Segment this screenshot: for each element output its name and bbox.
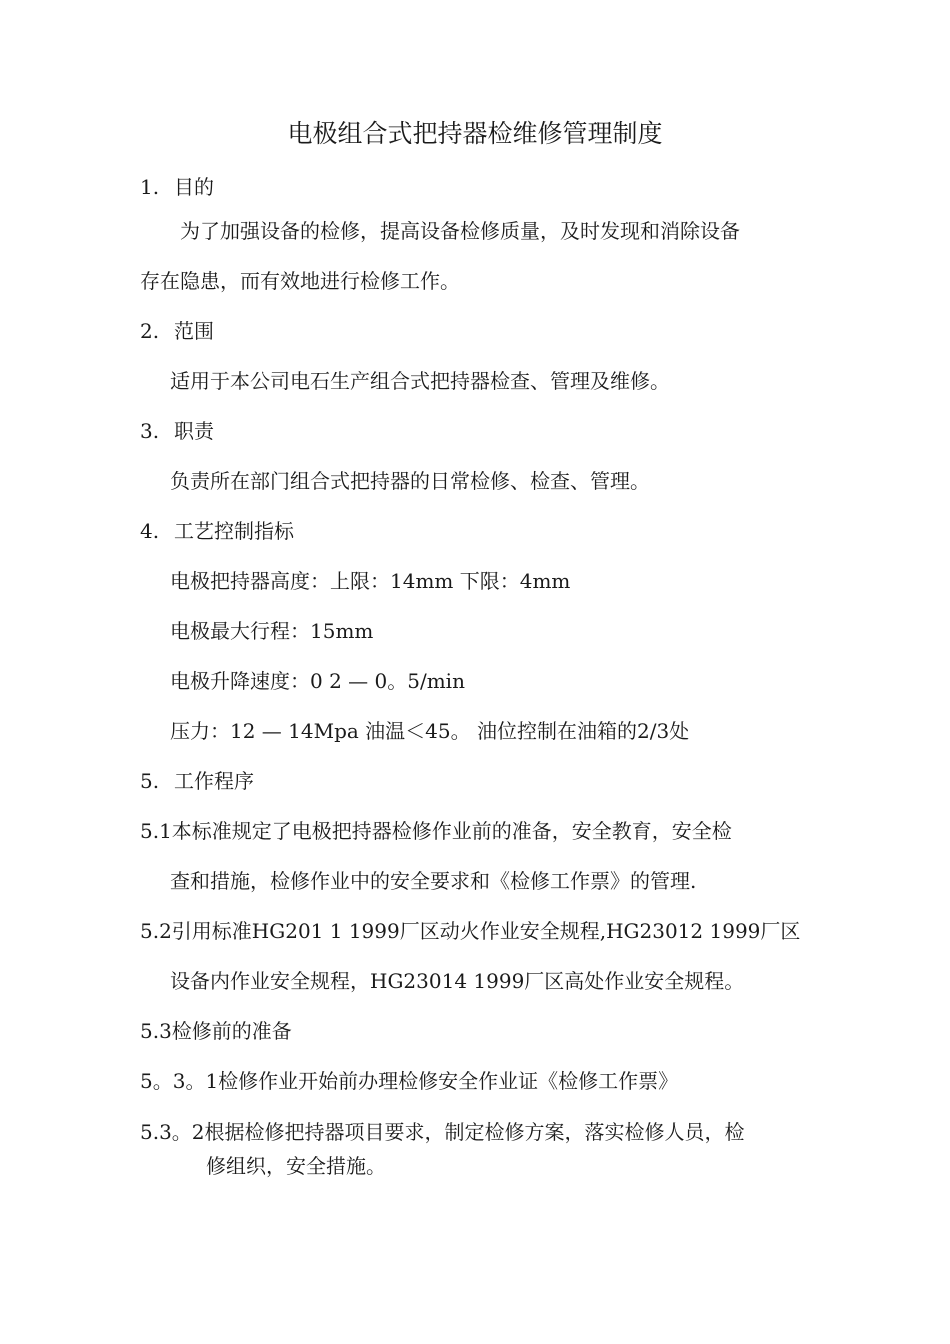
section-number: 1. <box>140 175 160 199</box>
section-heading-procedure <box>140 766 254 796</box>
section-number: 3. <box>140 419 160 443</box>
section-heading-text: 工艺控制指标 <box>174 519 294 543</box>
paragraph-line: 负责所在部门组合式把持器的日常检修、检查、管理。 <box>170 469 650 493</box>
indicator-line: 电极升降速度：0 2 — 0。5/min <box>170 669 465 693</box>
section-heading-text: 目的 <box>174 175 214 199</box>
indicator-line: 电极最大行程：15mm <box>170 619 374 643</box>
paragraph-line: 存在隐患，而有效地进行检修工作。 <box>140 269 460 293</box>
section-heading-indicators <box>140 516 294 546</box>
section-heading-duty <box>140 416 214 446</box>
paragraph-line: 适用于本公司电石生产组合式把持器检查、管理及维修。 <box>170 369 670 393</box>
paragraph-line: 5.1本标准规定了电极把持器检修作业前的准备，安全教育，安全检 <box>140 819 732 843</box>
indicator-line: 压力：12 — 14Mpa 油温＜45。 油位控制在油箱的2/3处 <box>170 719 690 743</box>
section-heading-text: 范围 <box>174 319 214 343</box>
section-number: 2. <box>140 319 160 343</box>
paragraph-line: 修组织，安全措施。 <box>206 1154 386 1178</box>
paragraph-line: 为了加强设备的检修，提高设备检修质量，及时发现和消除设备 <box>180 219 740 243</box>
section-heading-purpose <box>140 172 214 202</box>
paragraph-line: 5。3。1检修作业开始前办理检修安全作业证《检修工作票》 <box>140 1069 679 1093</box>
section-heading-text: 职责 <box>174 419 214 443</box>
section-number: 4. <box>140 519 160 543</box>
paragraph-line: 5.3。2根据检修把持器项目要求，制定检修方案，落实检修人员，检 <box>140 1120 745 1144</box>
section-heading-scope <box>140 316 214 346</box>
section-number: 5. <box>140 769 160 793</box>
indicator-line: 电极把持器高度：上限：14mm 下限：4mm <box>170 569 571 593</box>
paragraph-line: 查和措施，检修作业中的安全要求和《检修工作票》的管理. <box>170 869 697 893</box>
subsection-heading: 5.3检修前的准备 <box>140 1019 292 1043</box>
paragraph-line: 5.2引用标准HG201 1 1999厂区动火作业安全规程,HG23012 1999厂区 <box>140 919 801 943</box>
document-title: 电极组合式把持器检维修管理制度 <box>287 119 663 148</box>
section-heading-text: 工作程序 <box>174 769 254 793</box>
paragraph-line: 设备内作业安全规程，HG23014 1999厂区高处作业安全规程。 <box>170 969 745 993</box>
